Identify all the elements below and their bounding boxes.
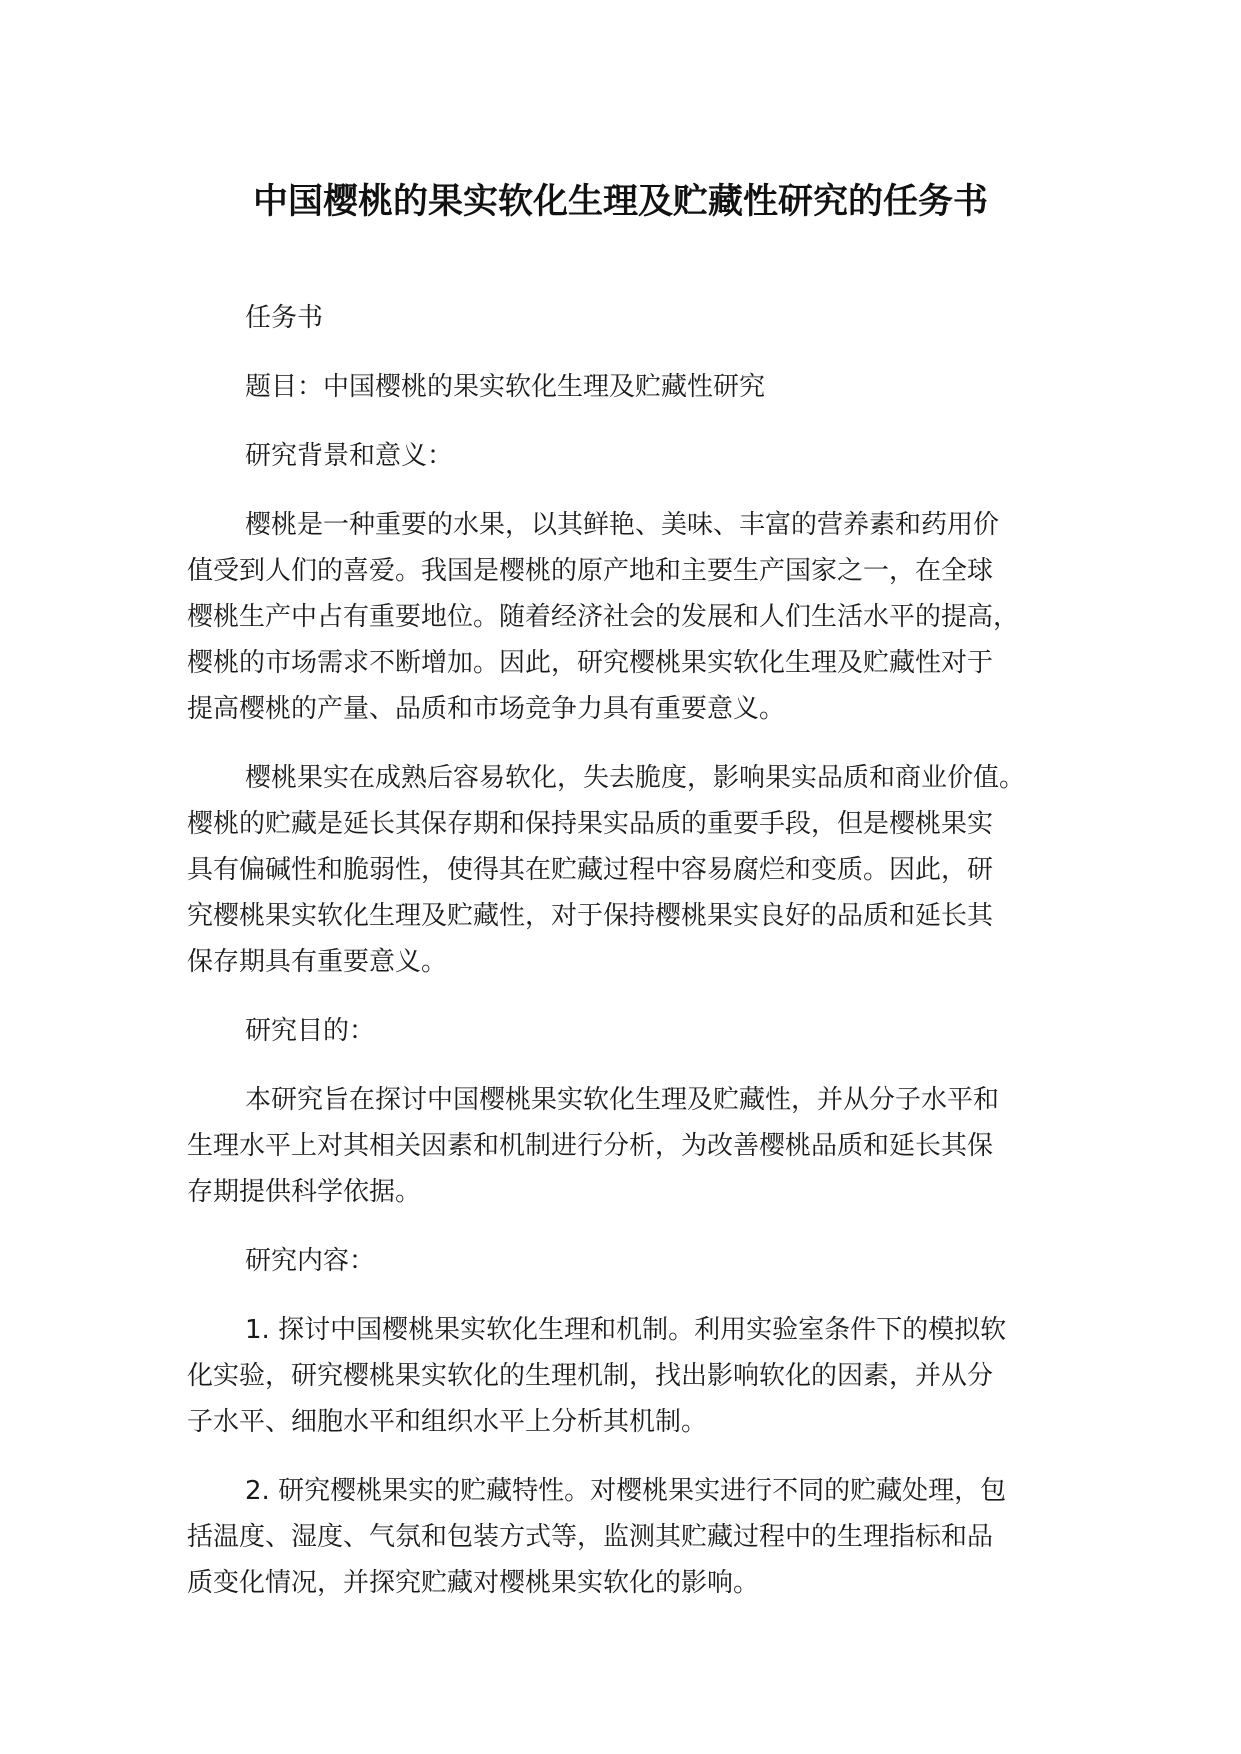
paragraph <box>187 1077 1087 1215</box>
paragraph-line: 具有偏碱性和脆弱性，使得其在贮藏过程中容易腐烂和变质。因此，研 <box>187 855 994 885</box>
paragraph-line: 研究目的： <box>245 1016 376 1046</box>
paragraph-line: 究樱桃果实软化生理及贮藏性，对于保持樱桃果实良好的品质和延长其 <box>187 901 994 931</box>
paragraph-line: 提高樱桃的产量、品质和市场竞争力具有重要意义。 <box>187 694 786 724</box>
paragraph-line: 樱桃生产中占有重要地位。随着经济社会的发展和人们生活水平的提高， <box>187 602 1020 632</box>
paragraph <box>187 502 1087 732</box>
paragraph-line: 樱桃是一种重要的水果，以其鲜艳、美味、丰富的营养素和药用价 <box>245 510 1000 540</box>
paragraph-line: 研究内容： <box>245 1246 376 1276</box>
document-body <box>187 295 1087 1629</box>
paragraph <box>187 433 1087 479</box>
paragraph-line: 2. 研究樱桃果实的贮藏特性。对樱桃果实进行不同的贮藏处理，包 <box>245 1476 1007 1506</box>
paragraph-line: 括温度、湿度、气氛和包装方式等，监测其贮藏过程中的生理指标和品 <box>187 1522 994 1552</box>
paragraph-line: 1. 探讨中国樱桃果实软化生理和机制。利用实验室条件下的模拟软 <box>245 1315 1007 1345</box>
paragraph-line: 樱桃的贮藏是延长其保存期和保持果实品质的重要手段，但是樱桃果实 <box>187 809 994 839</box>
paragraph <box>187 295 1087 341</box>
paragraph-line: 任务书 <box>245 303 324 333</box>
paragraph <box>187 1238 1087 1284</box>
paragraph-line: 生理水平上对其相关因素和机制进行分析，为改善樱桃品质和延长其保 <box>187 1131 994 1161</box>
paragraph-line: 存期提供科学依据。 <box>187 1177 422 1207</box>
paragraph-line: 研究背景和意义： <box>245 441 454 471</box>
paragraph-line: 题目：中国樱桃的果实软化生理及贮藏性研究 <box>245 372 766 402</box>
paragraph-line: 子水平、细胞水平和组织水平上分析其机制。 <box>187 1407 708 1437</box>
paragraph-line: 本研究旨在探讨中国樱桃果实软化生理及贮藏性，并从分子水平和 <box>245 1085 1000 1115</box>
paragraph-line: 值受到人们的喜爱。我国是樱桃的原产地和主要生产国家之一，在全球 <box>187 556 994 586</box>
paragraph-line: 樱桃的市场需求不断增加。因此，研究樱桃果实软化生理及贮藏性对于 <box>187 648 994 678</box>
paragraph <box>187 1307 1087 1445</box>
document-title: 中国樱桃的果实软化生理及贮藏性研究的任务书 <box>252 182 988 222</box>
paragraph-line: 樱桃果实在成熟后容易软化，失去脆度，影响果实品质和商业价值。 <box>245 763 1026 793</box>
paragraph-line: 质变化情况，并探究贮藏对樱桃果实软化的影响。 <box>187 1568 760 1598</box>
paragraph <box>187 755 1087 985</box>
paragraph-line: 化实验，研究樱桃果实软化的生理机制，找出影响软化的因素，并从分 <box>187 1361 994 1391</box>
paragraph <box>187 1008 1087 1054</box>
paragraph <box>187 1468 1087 1606</box>
paragraph <box>187 364 1087 410</box>
paragraph-line: 保存期具有重要意义。 <box>187 947 448 977</box>
